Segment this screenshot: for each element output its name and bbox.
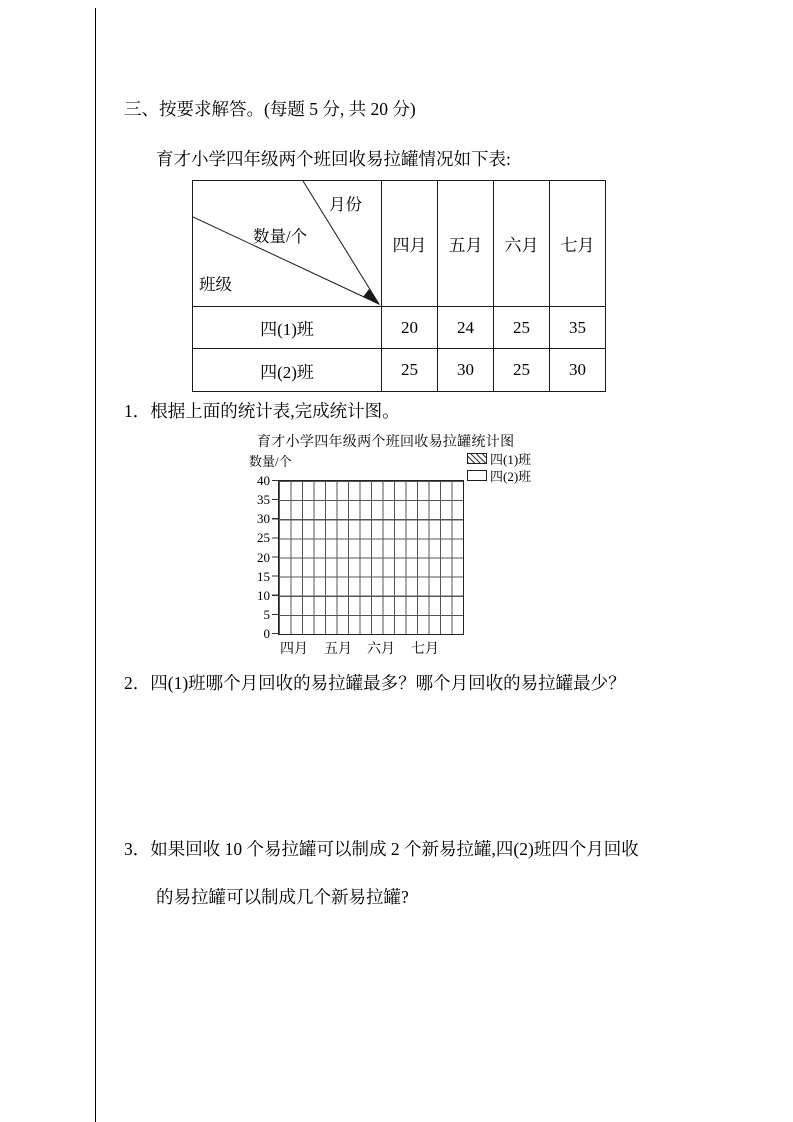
x-axis-label: 四月 xyxy=(280,642,308,657)
y-axis-tick-label: 5 xyxy=(263,606,270,622)
legend-label: 四(1)班 xyxy=(490,452,532,467)
y-axis-tick-label: 15 xyxy=(257,568,270,584)
row-label-class1: 四(1)班 xyxy=(193,307,382,349)
table-col-header-july: 七月 xyxy=(550,181,606,307)
question-3-text-line2: 的易拉罐可以制成几个新易拉罐? xyxy=(156,887,409,907)
question-1-text: 1．根据上面的统计表,完成统计图。 xyxy=(124,401,400,421)
x-axis-label: 七月 xyxy=(411,642,439,657)
legend-item-class1 xyxy=(467,450,531,467)
table-row xyxy=(193,349,606,392)
stats-table xyxy=(192,180,606,392)
cell-value: 35 xyxy=(550,307,606,349)
x-axis-label: 五月 xyxy=(324,642,352,657)
cell-value: 30 xyxy=(550,349,606,392)
y-axis-tick-label: 10 xyxy=(257,587,270,603)
chart-y-axis-label: 数量/个 xyxy=(249,454,292,469)
row-label-class2: 四(2)班 xyxy=(193,349,382,392)
legend-item-class2 xyxy=(467,467,531,484)
question-2-text: 2．四(1)班哪个月回收的易拉罐最多？哪个月回收的易拉罐最少？ xyxy=(124,673,626,693)
corner-label-quantity: 数量/个 xyxy=(253,227,308,246)
corner-label-class: 班级 xyxy=(199,275,232,294)
chart-title: 育才小学四年级两个班回收易拉罐统计图 xyxy=(257,435,515,450)
chart-legend xyxy=(467,450,531,484)
section-heading: 三、按要求解答。(每题 5 分, 共 20 分) xyxy=(124,99,416,119)
legend-swatch-empty-icon xyxy=(467,470,487,481)
table-corner-cell xyxy=(193,181,382,307)
y-axis-tick-label: 30 xyxy=(257,511,270,527)
cell-value: 30 xyxy=(438,349,494,392)
question-3-text-line1: 3．如果回收 10 个易拉罐可以制成 2 个新易拉罐,四(2)班四个月回收 xyxy=(124,839,639,859)
y-axis-tick-label: 25 xyxy=(257,530,270,546)
cell-value: 20 xyxy=(382,307,438,349)
table-col-header-april: 四月 xyxy=(382,181,438,307)
legend-swatch-hatched-icon xyxy=(467,453,487,464)
y-axis-tick-label: 0 xyxy=(263,626,270,641)
corner-label-month: 月份 xyxy=(329,195,362,214)
table-row xyxy=(193,307,606,349)
y-axis-tick-label: 20 xyxy=(257,549,270,565)
page-left-rule xyxy=(95,8,96,1122)
cell-value: 25 xyxy=(382,349,438,392)
y-axis-tick-label: 40 xyxy=(257,473,270,488)
table-header-row xyxy=(193,181,606,307)
table-col-header-may: 五月 xyxy=(438,181,494,307)
y-axis-tick-label: 35 xyxy=(257,492,270,508)
chart-plot-grid xyxy=(278,480,464,635)
x-axis-label: 六月 xyxy=(367,642,395,657)
intro-text: 育才小学四年级两个班回收易拉罐情况如下表: xyxy=(156,149,511,169)
cell-value: 25 xyxy=(494,349,550,392)
cell-value: 24 xyxy=(438,307,494,349)
cell-value: 25 xyxy=(494,307,550,349)
legend-label: 四(2)班 xyxy=(490,469,532,484)
table-col-header-june: 六月 xyxy=(494,181,550,307)
